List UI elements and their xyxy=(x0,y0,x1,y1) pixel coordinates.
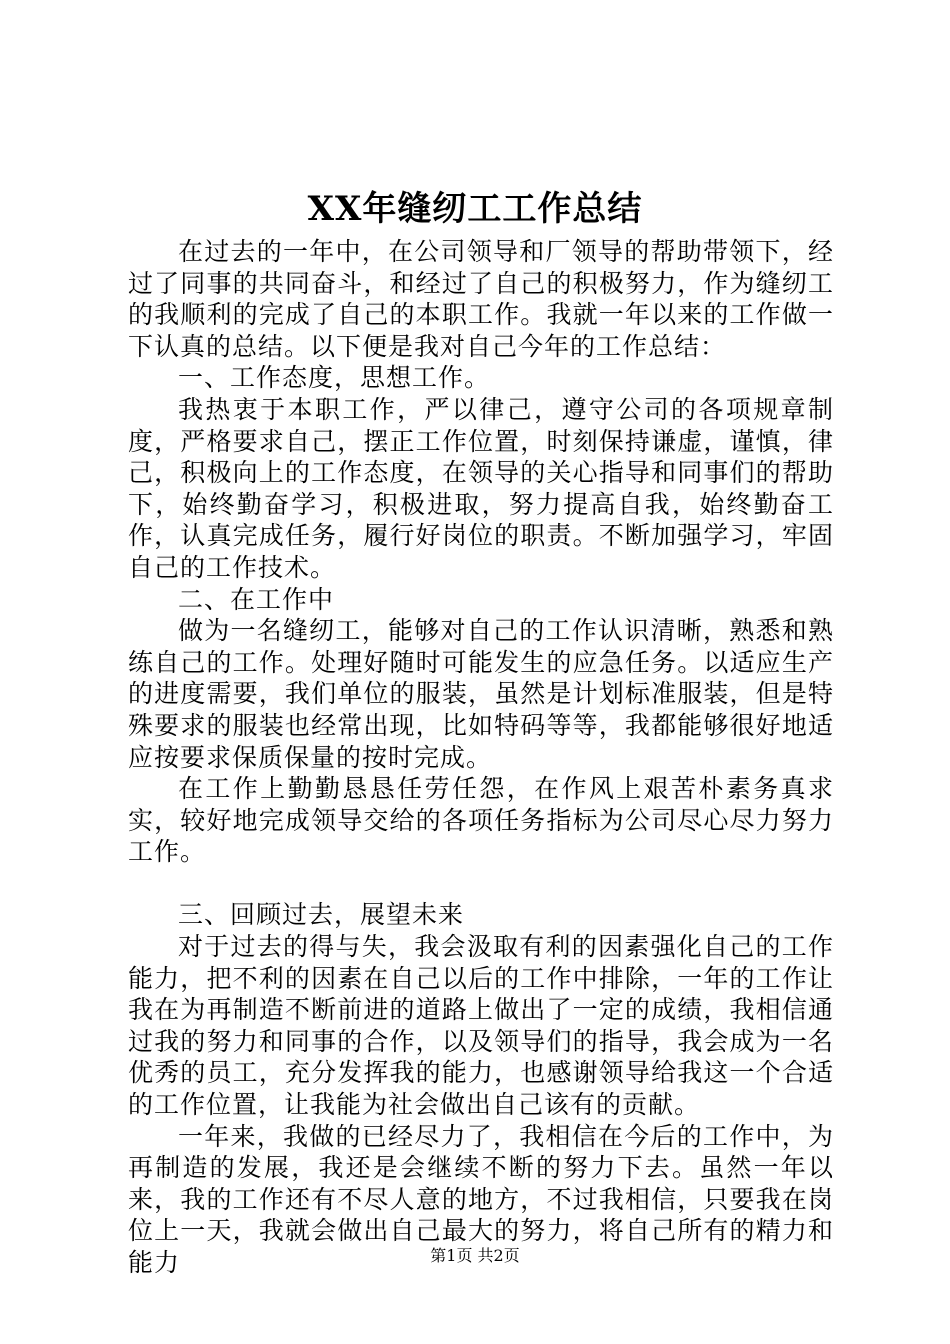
paragraph-outlook: 一年来，我做的已经尽力了，我相信在今后的工作中，为再制造的发展，我还是会继续不断的努力下去。虽然一年以来，我的工作还有不尽人意的地方，不过我相信，只要我在岗位上一天，我就会做出自己最大的努力，将自己所有的精力和能力 xyxy=(128,1121,834,1277)
section-heading-2: 二、在工作中 xyxy=(178,584,335,614)
paragraph-diligence: 在工作上勤勤恳恳任劳任怨，在作风上艰苦朴素务真求实，较好地完成领导交给的各项任务指标为公司尽心尽力努力工作。 xyxy=(128,774,834,867)
paragraph-attitude: 我热衷于本职工作，严以律己，遵守公司的各项规章制度，严格要求自己，摆正工作位置，时刻保持谦虚，谨慎，律己，积极向上的工作态度，在领导的关心指导和同事们的帮助下，始终勤奋学习，积极进取，努力提高自我，始终勤奋工作，认真完成任务，履行好岗位的职责。不断加强学习，牢固自己的工作技术。 xyxy=(128,394,834,582)
blank-line xyxy=(128,868,834,900)
page-footer: 第1页 共2页 xyxy=(430,1246,520,1265)
paragraph-work: 做为一名缝纫工，能够对自己的工作认识清晰，熟悉和熟练自己的工作。处理好随时可能发生的应急任务。以适应生产的进度需要，我们单位的服装，虽然是计划标准服装，但是特殊要求的服装也经常出现，比如特码等等，我都能够很好地适应按要求保质保量的按时完成。 xyxy=(128,616,834,772)
document-title: XX年缝纫工工作总结 xyxy=(307,189,643,229)
paragraph-intro: 在过去的一年中，在公司领导和厂领导的帮助带领下，经过了同事的共同奋斗，和经过了自己的积极努力，作为缝纫工的我顺利的完成了自己的本职工作。我就一年以来的工作做一下认真的总结。以下便是我对自己今年的工作总结： xyxy=(128,237,834,361)
section-heading-1: 一、工作态度，思想工作。 xyxy=(178,363,491,393)
section-heading-3: 三、回顾过去，展望未来 xyxy=(178,900,465,930)
document-body xyxy=(128,236,834,1279)
paragraph-review: 对于过去的得与失，我会汲取有利的因素强化自己的工作能力，把不利的因素在自己以后的工作中排除，一年的工作让我在为再制造不断前进的道路上做出了一定的成绩，我相信通过我的努力和同事的合作，以及领导们的指导，我会成为一名优秀的员工，充分发挥我的能力，也感谢领导给我这一个合适的工作位置，让我能为社会做出自己该有的贡献。 xyxy=(128,932,834,1120)
